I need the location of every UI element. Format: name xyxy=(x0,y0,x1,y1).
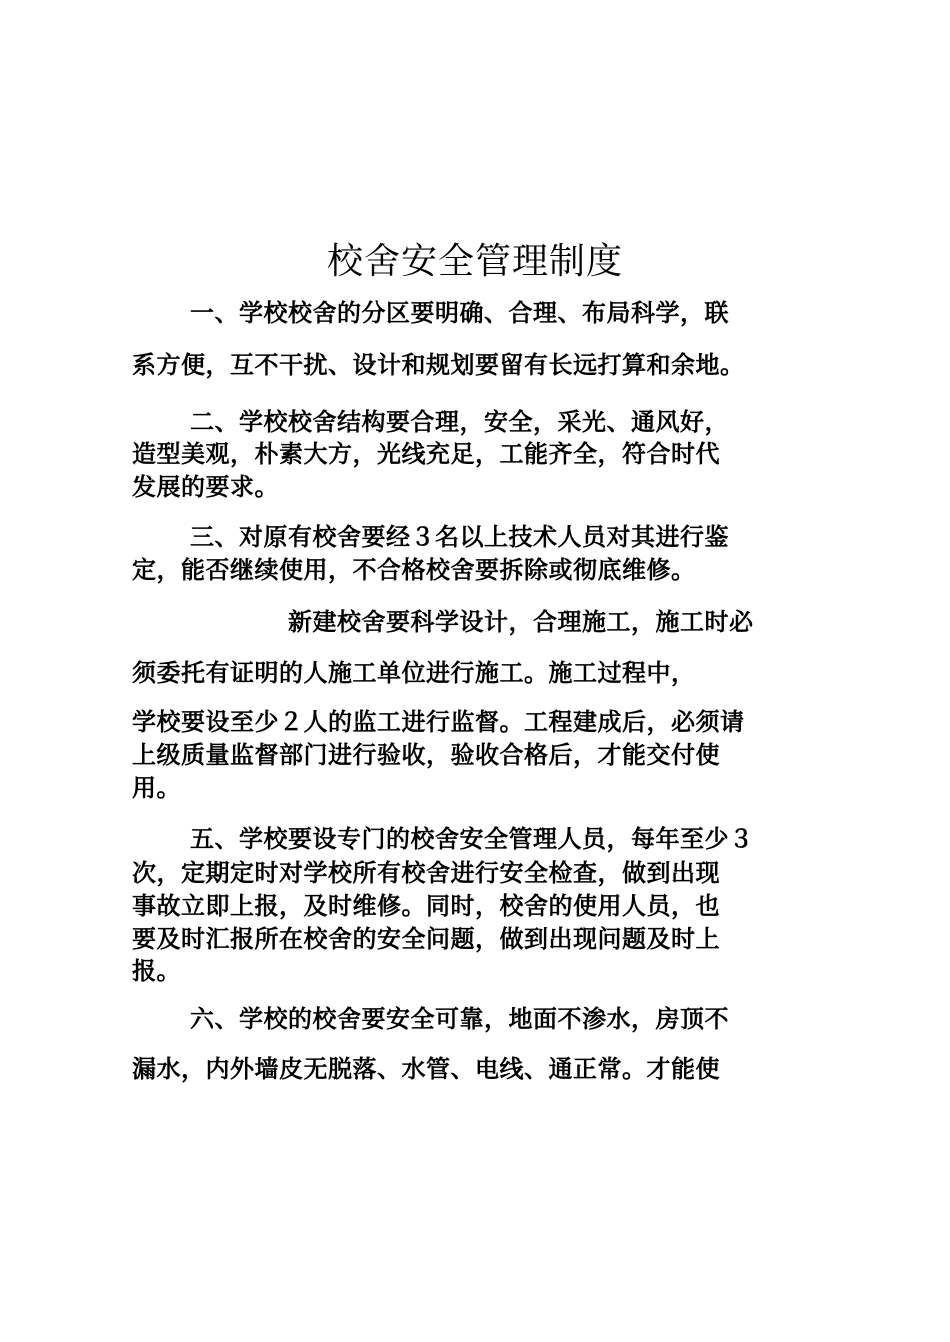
page-title: 校舍安全管理制度 xyxy=(326,241,623,282)
paragraph-4-line-4: 上级质量监督部门进行验收，验收合格后，才能交付使 xyxy=(132,741,720,769)
paragraph-5-line-1: 五、学校要设专门的校舍安全管理人员，每年至少３ xyxy=(190,825,754,853)
paragraph-4-line-5: 用。 xyxy=(132,774,181,802)
paragraph-2-line-2: 造型美观，朴素大方，光线充足，工能齐全，符合时代 xyxy=(132,440,720,468)
paragraph-5-line-2: 次，定期定时对学校所有校舍进行安全检查，做到出现 xyxy=(132,859,720,887)
paragraph-5-line-5: 报。 xyxy=(132,957,181,985)
paragraph-4-line-3: 学校要设至少２人的监工进行监督。工程建成后，必须请 xyxy=(132,708,745,736)
paragraph-5-line-3: 事故立即上报，及时维修。同时，校舍的使用人员，也 xyxy=(132,892,720,920)
paragraph-5-line-4: 要及时汇报所在校舍的安全问题，做到出现问题及时上 xyxy=(132,925,720,953)
paragraph-6-line-1: 六、学校的校舍要安全可靠，地面不渗水，房顶不 xyxy=(190,1005,729,1033)
paragraph-3-line-1: 三、对原有校舍要经３名以上技术人员对其进行鉴 xyxy=(190,523,729,551)
paragraph-4-line-2: 须委托有证明的人施工单位进行施工。施工过程中， xyxy=(132,659,696,687)
paragraph-1-line-2: 系方便，互不干扰、设计和规划要留有长远打算和余地。 xyxy=(132,351,745,379)
paragraph-6-line-2: 漏水，内外墙皮无脱落、水管、电线、通正常。才能使 xyxy=(132,1055,720,1083)
paragraph-2-line-3: 发展的要求。 xyxy=(132,473,279,501)
paragraph-2-line-1: 二、学校校舍结构要合理，安全，采光、通风好， xyxy=(190,408,729,436)
paragraph-1-line-1: 一、学校校舍的分区要明确、合理、布局科学，联 xyxy=(190,299,729,327)
paragraph-4-line-1: 新建校舍要科学设计，合理施工，施工时必 xyxy=(288,608,754,636)
paragraph-3-line-2: 定，能否继续使用，不合格校舍要拆除或彻底维修。 xyxy=(132,556,696,584)
